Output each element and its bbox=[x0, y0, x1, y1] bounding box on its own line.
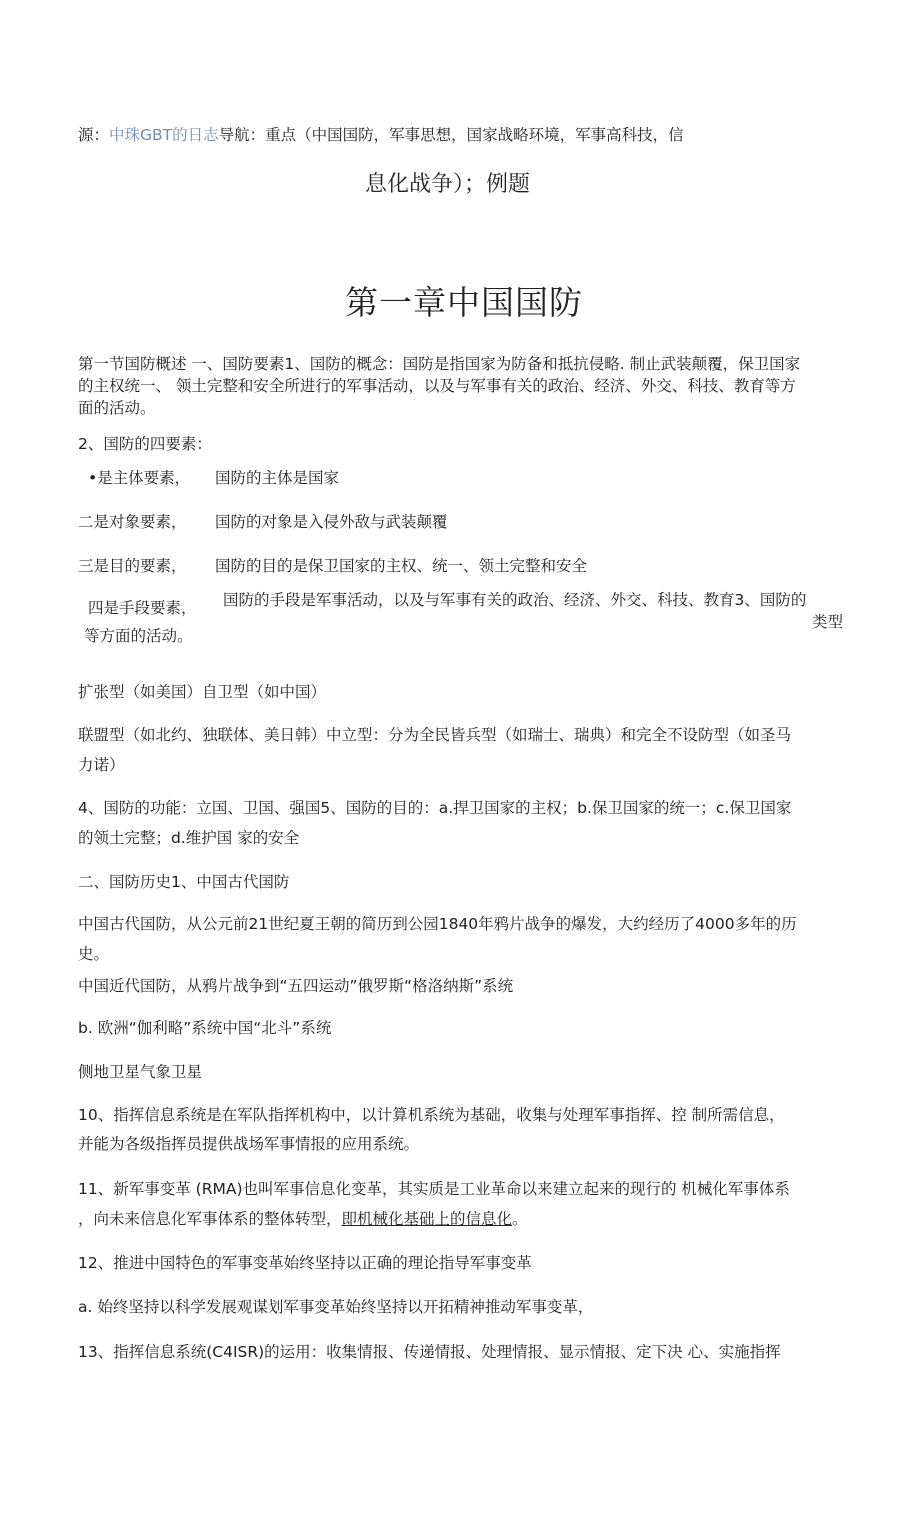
element4-label: 四是手段要素， bbox=[88, 599, 197, 617]
item10-line2: 并能为各级指挥员提供战场军事情报的应用系统。 bbox=[78, 1135, 420, 1153]
history-heading: 二、国防历史1、中国古代国防 bbox=[78, 873, 290, 891]
types-line2: 联盟型（如北约、独联体、美日韩）中立型：分为全民皆兵型（如瑞士、瑞典）和完全不设防型（如圣马 bbox=[78, 726, 792, 744]
item11-line1: 11、新军事变革 (RMA)也叫军事信息化变革，其实质是工业革命以来建立起来的现行的 机械化军事体系 bbox=[78, 1180, 790, 1198]
element4-type-word: 类型 bbox=[811, 613, 843, 631]
element4-continuation: 等方面的活动。 bbox=[84, 627, 193, 645]
source-prefix: 源： bbox=[78, 126, 110, 144]
item11-underlined-text: 即机械化基础上的信息化 bbox=[341, 1210, 513, 1228]
element-label: 三是目的要素， bbox=[78, 557, 187, 575]
header-continuation: 息化战争）；例题 bbox=[365, 172, 531, 197]
element-desc: 国防的对象是入侵外敌与武装颠覆 bbox=[215, 513, 448, 531]
item-a: a. 始终坚持以科学发展观谋划军事变革始终坚持以开拓精神推动军事变革， bbox=[78, 1298, 594, 1316]
item11-line2-end: 。 bbox=[512, 1210, 528, 1228]
item12: 12、推进中国特色的军事变革始终坚持以正确的理论指导军事变革 bbox=[78, 1254, 532, 1272]
elements-heading: 2、国防的四要素： bbox=[78, 435, 212, 453]
element-label: 二是对象要素， bbox=[78, 513, 187, 531]
item-b: b. 欧洲“伽利略”系统中国“北斗”系统 bbox=[78, 1019, 332, 1037]
nav-text: 导航：重点（中国国防，军事思想，国家战略环境，军事高科技，信 bbox=[218, 126, 684, 144]
functions-line2: 的领土完整；d.维护国 家的安全 bbox=[78, 829, 300, 847]
source-line bbox=[78, 124, 684, 146]
chapter-title: 第一章中国国防 bbox=[345, 283, 583, 322]
element-desc: 国防的主体是国家 bbox=[215, 469, 340, 487]
para1-line3: 面的活动。 bbox=[78, 399, 156, 417]
functions-line1: 4、国防的功能：立国、卫国、强国5、国防的目的：a.捍卫国家的主权；b.保卫国家的统一；c.保卫国家 bbox=[78, 799, 792, 817]
item11-line2-text: ，向未来信息化军事体系的整体转型， bbox=[78, 1210, 342, 1228]
item13: 13、指挥信息系统(C4ISR)的运用：收集情报、传递情报、处理情报、显示情报、定下决 心、实施指挥 bbox=[78, 1343, 781, 1361]
ancient-line2: 史。 bbox=[78, 945, 110, 963]
item11-line2 bbox=[78, 1208, 528, 1230]
element-desc: 国防的目的是保卫国家的主权、统一、领土完整和安全 bbox=[215, 557, 588, 575]
modern-line: 中国近代国防，从鸦片战争到“五四运动”俄罗斯“格洛纳斯”系统 bbox=[78, 977, 514, 995]
element-label: •是主体要素， bbox=[88, 469, 191, 487]
para1-line2: 的主权统一、 领土完整和安全所进行的军事活动，以及与军事有关的政治、经济、外交、科技、教育等方 bbox=[78, 377, 796, 395]
types-line3: 力诺） bbox=[78, 756, 125, 774]
types-line1: 扩张型（如美国）自卫型（如中国） bbox=[78, 683, 327, 701]
satellites-line: 侧地卫星气象卫星 bbox=[78, 1063, 203, 1081]
ancient-line1: 中国古代国防，从公元前21世纪夏王朝的简历到公园1840年鸦片战争的爆发，大约经历了4000多年的历 bbox=[78, 915, 797, 933]
para1-line1: 第一节国防概述 一、国防要素1、国防的概念：国防是指国家为防备和抵抗侵略. 制止武装颠覆，保卫国家 bbox=[78, 355, 801, 373]
source-link[interactable]: 中珠GBT的日志 bbox=[109, 126, 219, 144]
element4-desc: 国防的手段是军事活动，以及与军事有关的政治、经济、外交、科技、教育3、国防的 bbox=[223, 591, 807, 609]
item10-line1: 10、指挥信息系统是在军队指挥机构中，以计算机系统为基础，收集与处理军事指挥、控 制所需信息， bbox=[78, 1106, 785, 1124]
